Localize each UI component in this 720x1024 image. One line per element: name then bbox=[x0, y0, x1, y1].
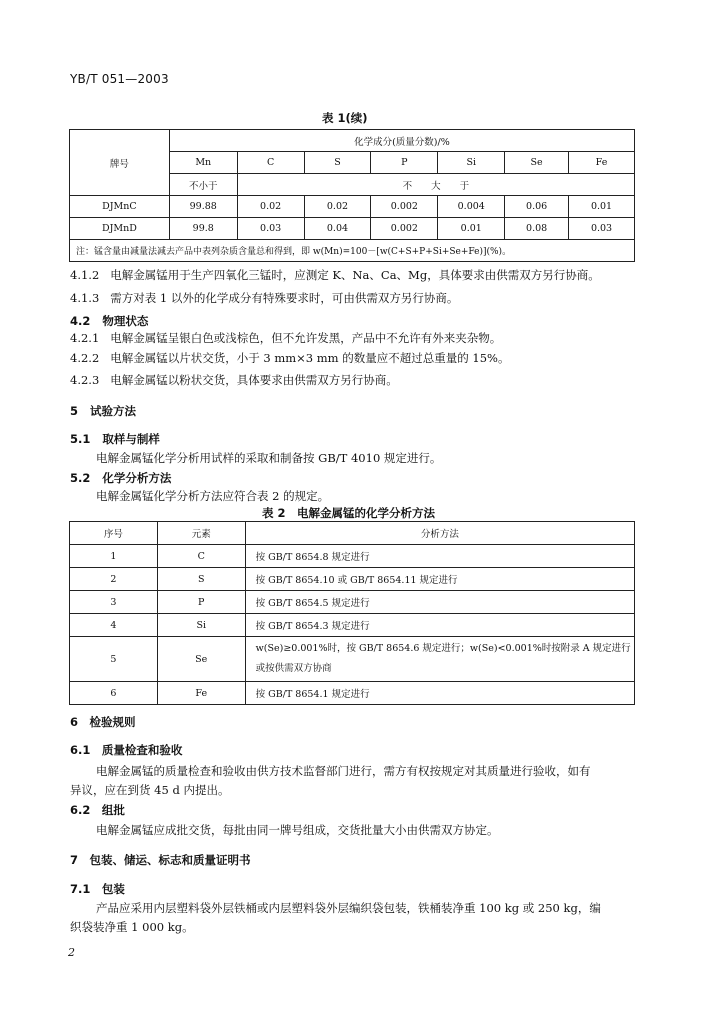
value-cell: 0.01 bbox=[438, 218, 505, 240]
value-cell: 99.8 bbox=[169, 218, 237, 240]
grade-cell: DJMnD bbox=[70, 218, 170, 240]
clause-text: 织袋装净重 1 000 kg。 bbox=[70, 920, 194, 934]
element-cell: Fe bbox=[157, 682, 245, 705]
value-cell: 0.02 bbox=[304, 196, 371, 218]
section-heading: 7 包装、储运、标志和质量证明书 bbox=[70, 853, 251, 867]
clause-text: 电解金属锰应成批交货，每批由同一牌号组成，交货批量大小由供需双方协定。 bbox=[96, 823, 499, 837]
element-header: Fe bbox=[569, 152, 635, 174]
method-header: 分析方法 bbox=[245, 522, 634, 545]
method-cell: 按 GB/T 8654.1 规定进行 bbox=[245, 682, 634, 705]
element-cell: C bbox=[157, 545, 245, 568]
value-cell: 0.08 bbox=[505, 218, 569, 240]
no-cell: 5 bbox=[70, 637, 158, 682]
grade-header: 牌号 bbox=[70, 130, 170, 196]
clause-number: 5.2 bbox=[70, 471, 91, 485]
clause-number: 4.2 bbox=[70, 314, 91, 328]
element-header: S bbox=[304, 152, 371, 174]
clause-text: 异议，应在到货 45 d 内提出。 bbox=[70, 783, 230, 797]
no-header: 序号 bbox=[70, 522, 158, 545]
element-cell: Se bbox=[157, 637, 245, 682]
clause-text: 需方对表 1 以外的化学成分有特殊要求时，可由供需双方另行协商。 bbox=[110, 291, 459, 305]
table-row bbox=[70, 545, 635, 568]
no-cell: 1 bbox=[70, 545, 158, 568]
value-cell: 0.03 bbox=[237, 218, 304, 240]
element-cell: S bbox=[157, 568, 245, 591]
clause-text: 电解金属锰用于生产四氧化三锰时，应测定 K、Na、Ca、Mg，具体要求由供需双方另行协商。 bbox=[110, 268, 600, 282]
clause-text: 产品应采用内层塑料袋外层铁桶或内层塑料袋外层编织袋包装，铁桶装净重 100 kg 或 250 kg，编 bbox=[96, 901, 601, 915]
page-number: 2 bbox=[68, 946, 75, 959]
value-cell: 0.01 bbox=[569, 196, 635, 218]
value-cell: 0.04 bbox=[304, 218, 371, 240]
no-cell: 6 bbox=[70, 682, 158, 705]
element-header: Se bbox=[505, 152, 569, 174]
clause-text: 电解金属锰的质量检查和验收由供方技术监督部门进行，需方有权按规定对其质量进行验收，如有 bbox=[96, 764, 591, 778]
clause-number: 4.1.2 bbox=[70, 268, 100, 282]
section-number: 5 bbox=[70, 404, 79, 418]
method-cell: 按 GB/T 8654.10 或 GB/T 8654.11 规定进行 bbox=[245, 568, 634, 591]
clause-number: 4.2.2 bbox=[70, 351, 100, 365]
element-cell: P bbox=[157, 591, 245, 614]
mn-header: Mn bbox=[169, 152, 237, 174]
clause-text: 电解金属锰以粉状交货，具体要求由供需双方另行协商。 bbox=[110, 373, 398, 387]
clause-heading: 6.1 质量检查和验收 bbox=[70, 743, 183, 757]
clause-number: 4.2.1 bbox=[70, 331, 100, 345]
section-heading: 试验方法 bbox=[90, 404, 137, 418]
standard-header: YB/T 051—2003 bbox=[70, 72, 169, 86]
max-limit-label: 不 大 于 bbox=[237, 174, 634, 196]
no-cell: 4 bbox=[70, 614, 158, 637]
composition-table bbox=[69, 129, 635, 262]
value-cell: 0.02 bbox=[237, 196, 304, 218]
element-header: C bbox=[237, 152, 304, 174]
clause-number: 5.1 bbox=[70, 432, 91, 446]
no-cell: 3 bbox=[70, 591, 158, 614]
element-header: 元素 bbox=[157, 522, 245, 545]
method-cell: w(Se)≥0.001%时，按 GB/T 8654.6 规定进行；w(Se)<0.001%时按附录 A 规定进行或按供需双方协商 bbox=[245, 637, 634, 682]
clause-heading: 化学分析方法 bbox=[102, 471, 172, 485]
method-cell: 按 GB/T 8654.3 规定进行 bbox=[245, 614, 634, 637]
clause-text: 电解金属锰呈银白色或浅棕色，但不允许发黑，产品中不允许有外来夹杂物。 bbox=[110, 331, 502, 345]
section-heading: 6 检验规则 bbox=[70, 715, 136, 729]
table-row bbox=[70, 682, 635, 705]
element-cell: Si bbox=[157, 614, 245, 637]
table2-caption: 表 2 电解金属锰的化学分析方法 bbox=[262, 506, 436, 520]
value-cell: 0.002 bbox=[371, 196, 438, 218]
clause-heading: 7.1 包装 bbox=[70, 882, 125, 896]
clause-text: 电解金属锰化学分析方法应符合表 2 的规定。 bbox=[96, 489, 330, 503]
no-cell: 2 bbox=[70, 568, 158, 591]
element-header: Si bbox=[438, 152, 505, 174]
clause-number: 4.1.3 bbox=[70, 291, 100, 305]
table1-caption: 表 1(续) bbox=[322, 111, 368, 125]
table-row bbox=[70, 637, 635, 682]
method-cell: 按 GB/T 8654.8 规定进行 bbox=[245, 545, 634, 568]
mn-limit-label: 不小于 bbox=[169, 174, 237, 196]
table-row bbox=[70, 568, 635, 591]
analysis-method-table bbox=[69, 521, 635, 705]
clause-text: 电解金属锰以片状交货，小于 3 mm×3 mm 的数量应不超过总重量的 15%。 bbox=[110, 351, 510, 365]
value-cell: 0.06 bbox=[505, 196, 569, 218]
clause-text: 电解金属锰化学分析用试样的采取和制备按 GB/T 4010 规定进行。 bbox=[96, 451, 442, 465]
clause-heading: 6.2 组批 bbox=[70, 803, 125, 817]
method-cell: 按 GB/T 8654.5 规定进行 bbox=[245, 591, 634, 614]
element-header: P bbox=[371, 152, 438, 174]
clause-heading: 取样与制样 bbox=[102, 432, 160, 446]
table-row bbox=[70, 591, 635, 614]
value-cell: 0.03 bbox=[569, 218, 635, 240]
composition-group-header: 化学成分(质量分数)/% bbox=[169, 130, 634, 152]
clause-heading: 物理状态 bbox=[102, 314, 149, 328]
table-row bbox=[70, 614, 635, 637]
clause-number: 4.2.3 bbox=[70, 373, 100, 387]
grade-cell: DJMnC bbox=[70, 196, 170, 218]
table-note: 注：锰含量由减量法减去产品中表列杂质含量总和得到，即 w(Mn)=100－[w(C+S+P+Si+Se+Fe)](%)。 bbox=[70, 240, 635, 262]
value-cell: 99.88 bbox=[169, 196, 237, 218]
value-cell: 0.002 bbox=[371, 218, 438, 240]
table-row bbox=[70, 196, 635, 218]
table-row bbox=[70, 218, 635, 240]
value-cell: 0.004 bbox=[438, 196, 505, 218]
